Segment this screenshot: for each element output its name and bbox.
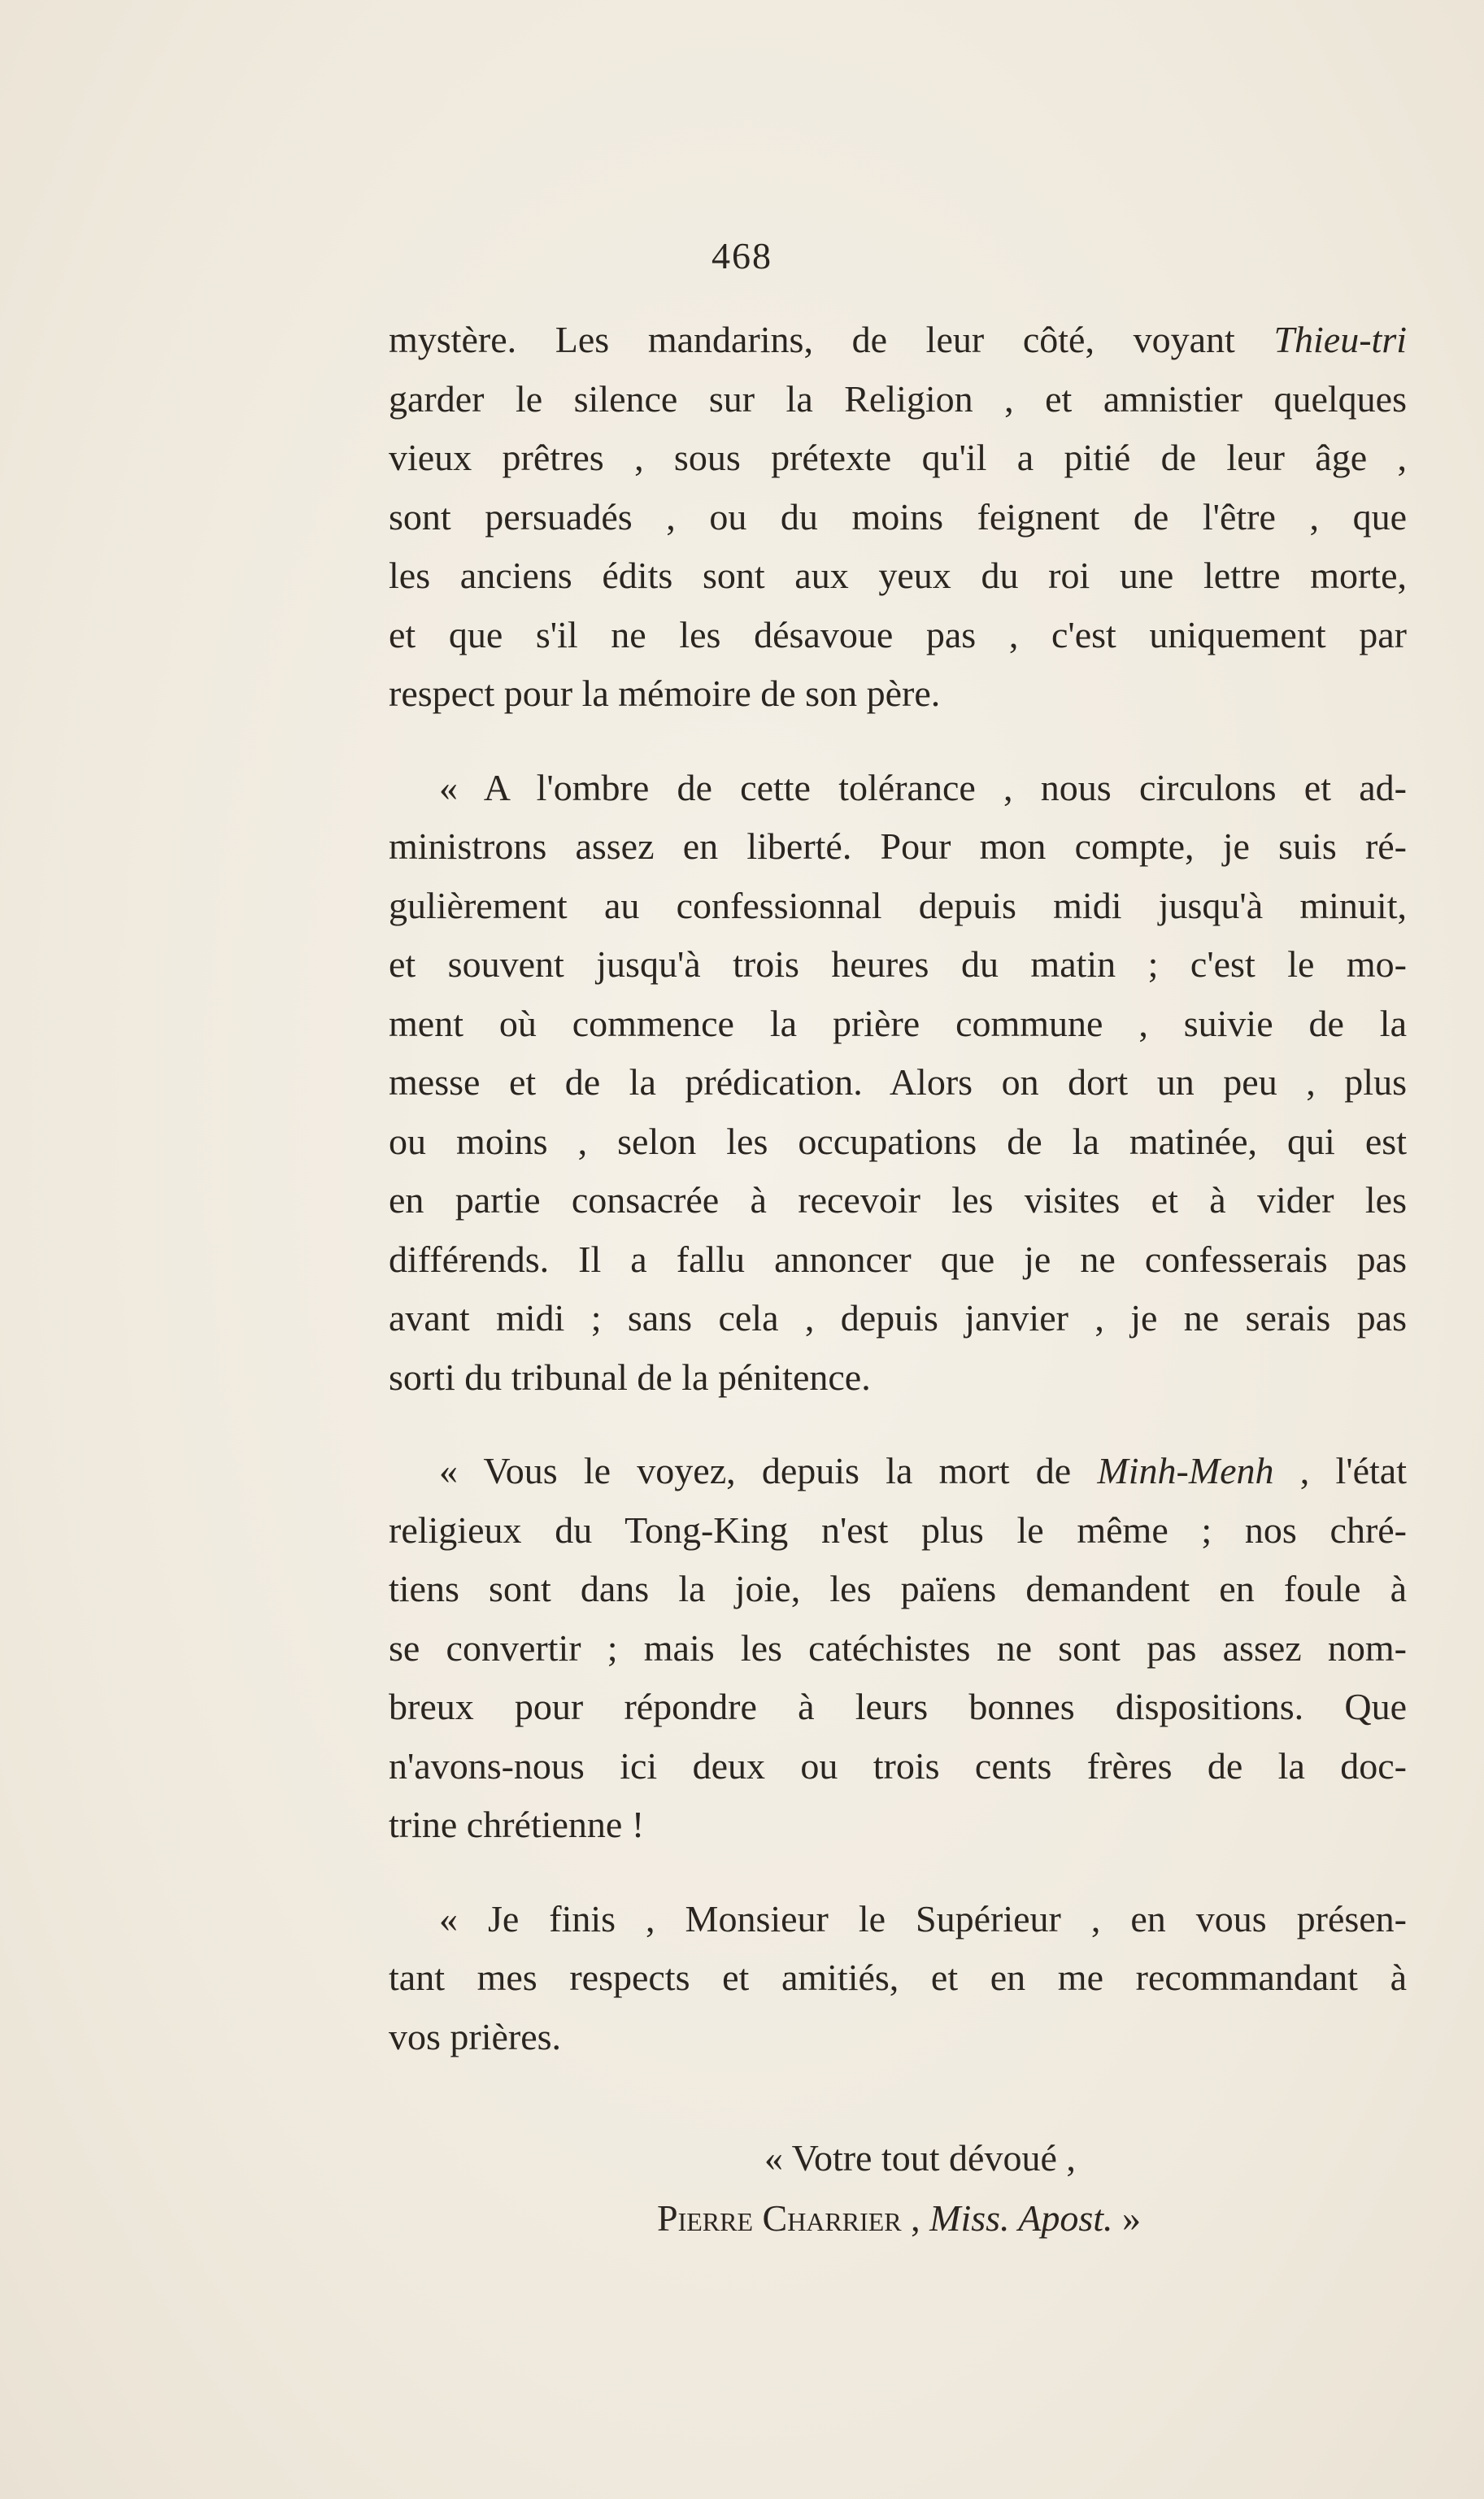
- text-line: avant midi ; sans cela , depuis janvier , je ne serais pas: [389, 1297, 1407, 1339]
- paragraph: [389, 1890, 1407, 2067]
- text-line: se convertir ; mais les catéchistes ne sont pas assez nom-: [389, 1626, 1407, 1669]
- text-line: tant mes respects et amitiés, et en me recommandant à: [389, 1957, 1407, 1998]
- text-line: « A l'ombre de cette tolérance , nous circulons et ad-: [439, 766, 1407, 808]
- book-page: 468 mystère. Les mandarins, de leur côté, voyant Thieu-tri garder le silence sur la Religion , et amnistier quelques vieux prêtres , sous prétexte qu'il a pitié de leur âge , sont persuadés , ou du moins feignent de l'être , que les anciens édits sont aux yeux du roi une lettre morte, et que s'il ne les désavoue pas , c'est uniquement par respect pour la mémoire de son père. « A l'ombre de cette tolérance , nous circulons et ad- ministrons assez en liberté. Pour mon compte, je suis ré- gulièrement au confessionnal depuis midi jusqu'à minuit, et souvent jusqu'à trois heures du matin ; c'est le mo- ment où commence la prière commune , suivie de la messe et de la prédication. Alors on dort un peu , plus ou moins , selon les occupations de la matinée, qui est en partie consacrée à recevoir les visites et à vider les différends. Il a fallu annoncer que je ne confesserais pas avant midi ; sans cela , depuis janvier , je ne serais pas sorti du tribunal de la pénitence. « Vous le voyez, depuis la mort de Minh-Menh , l'état religieux du Tong-King n'est plus le même ; nos chré- tiens sont dans la joie, les païens demandent en foule à se convertir ; mais les catéchistes ne sont pas assez nom- breux pour répondre à leurs bonnes dispositions. Que n'avons-nous ici deux ou trois cents frères de la doc- trine chrétienne ! « Je finis , Monsieur le Supérieur , en vous présen- tant mes respects et amitiés, et en me recommandant à vos prières. « Votre tout dévoué , Pierre Charrier , Miss. Apost. »: [0, 0, 1484, 2499]
- text-line: ou moins , selon les occupations de la matinée, qui est: [389, 1120, 1407, 1162]
- text-line: les anciens édits sont aux yeux du roi une lettre morte,: [389, 555, 1407, 596]
- text-line: mystère. Les mandarins, de leur côté, voyant Thieu-tri: [389, 319, 1407, 360]
- text-line: sont persuadés , ou du moins feignent de l'être , que: [389, 495, 1407, 538]
- text-line: et que s'il ne les désavoue pas , c'est uniquement par: [389, 613, 1407, 655]
- paragraph: [389, 759, 1407, 1408]
- text-line: trine chrétienne !: [389, 1804, 645, 1845]
- page-number: 468: [712, 235, 772, 276]
- text-line: messe et de la prédication. Alors on dort un peu , plus: [389, 1061, 1407, 1103]
- signature-title: Miss. Apost.: [929, 2197, 1113, 2239]
- text-line: n'avons-nous ici deux ou trois cents frères de la doc-: [389, 1744, 1407, 1787]
- signature-name: Pierre Charrier: [657, 2197, 902, 2239]
- body-text: [389, 311, 1407, 2066]
- text-line: respect pour la mémoire de son père.: [389, 673, 941, 714]
- text-line: différends. Il a fallu annoncer que je ne confesserais pas: [389, 1238, 1407, 1280]
- text-line: et souvent jusqu'à trois heures du matin ; c'est le mo-: [389, 943, 1407, 985]
- text-line: sorti du tribunal de la pénitence.: [389, 1356, 871, 1398]
- text-line: ment où commence la prière commune , suivie de la: [389, 1002, 1407, 1044]
- text-line: « Vous le voyez, depuis la mort de Minh-Menh , l'état: [439, 1450, 1408, 1491]
- text-line: gulièrement au confessionnal depuis midi jusqu'à minuit,: [389, 884, 1407, 926]
- text-line: garder le silence sur la Religion , et amnistier quelques: [389, 377, 1407, 420]
- text-line: tiens sont dans la joie, les païens demandent en foule à: [389, 1568, 1407, 1609]
- text-line: religieux du Tong-King n'est plus le même ; nos chré-: [389, 1509, 1407, 1551]
- text-line: en partie consacrée à recevoir les visites et à vider les: [389, 1179, 1407, 1221]
- text-line: « Je finis , Monsieur le Supérieur , en vous présen-: [439, 1897, 1407, 1940]
- text-line: vos prières.: [389, 2015, 562, 2057]
- text-line: breux pour répondre à leurs bonnes dispositions. Que: [389, 1686, 1407, 1727]
- text-line: ministrons assez en liberté. Pour mon compte, je suis ré-: [389, 825, 1407, 867]
- paragraph: [389, 1442, 1407, 1855]
- text-line: vieux prêtres , sous prétexte qu'il a pitié de leur âge ,: [389, 437, 1407, 478]
- paragraph: [389, 311, 1407, 724]
